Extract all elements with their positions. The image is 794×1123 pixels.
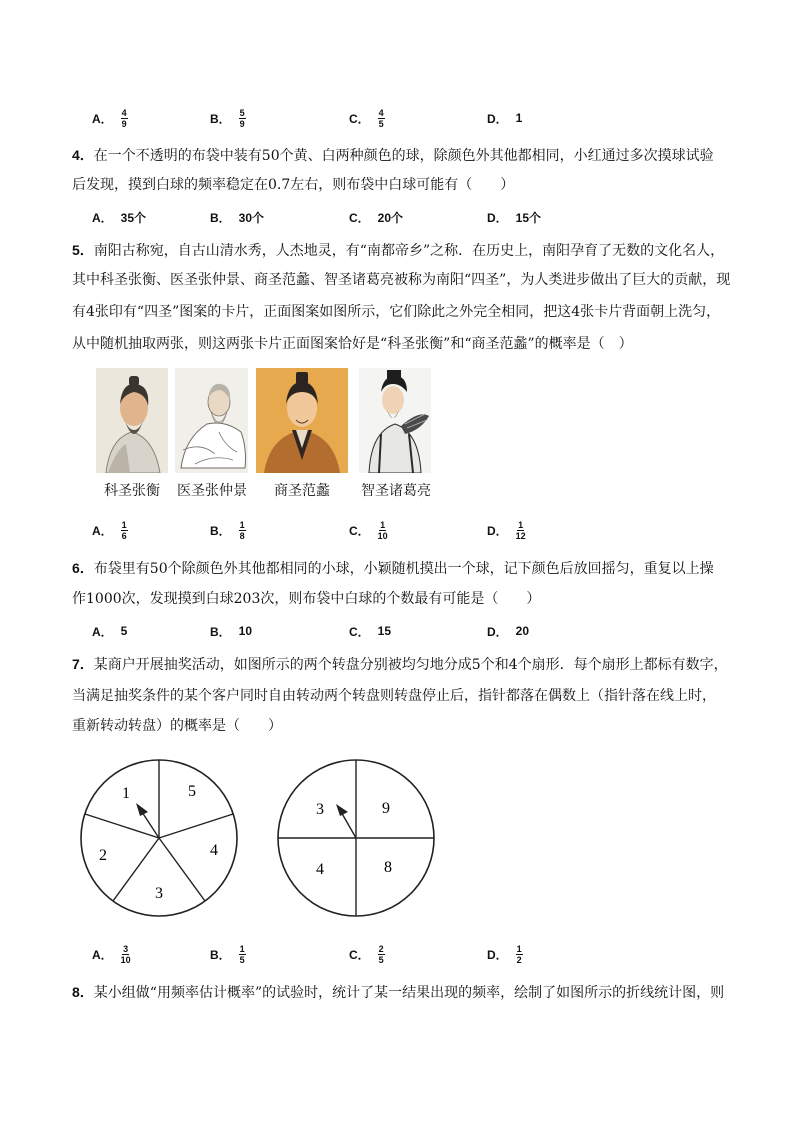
portrait-zhang-heng-image <box>96 368 168 473</box>
q6-options <box>92 619 732 643</box>
spinner1-label-4: 4 <box>210 842 218 859</box>
portrait-zhuge-liang-image <box>359 368 431 473</box>
q6-line-1: 6．布袋里有50个除颜色外其他都相同的小球，小颖随机摸出一个球，记下颜色后放回摇匀，重复以上操 <box>72 560 714 577</box>
spinner1-label-3: 3 <box>155 885 163 902</box>
q7-option-b: B． $\frac{1}{5}$ <box>210 943 245 965</box>
q3-options <box>92 106 732 130</box>
fraction-denominator: 8 <box>239 530 245 541</box>
fraction-denominator: 5 <box>239 954 245 965</box>
fraction-numerator: 1 <box>516 943 522 954</box>
fraction-numerator: 4 <box>378 107 384 118</box>
q5-line-4: 从中随机抽取两张，则这两张卡片正面图案恰好是“科圣张衡”和“商圣范蠡”的概率是（ ） <box>72 336 633 352</box>
fraction-numerator: 1 <box>239 943 245 954</box>
spinner-four-sectors <box>270 752 442 924</box>
question-number: 4． <box>72 147 94 163</box>
fraction-numerator: 1 <box>239 519 245 530</box>
caption-zhang-heng: 科圣张衡 <box>104 483 160 499</box>
q6-option-b: B． 10 <box>210 624 253 639</box>
fraction-denominator: 2 <box>516 954 522 965</box>
q3-option-a: A． $\frac{4}{9}$ <box>92 107 127 129</box>
q7-line-2: 当满足抽奖条件的某个客户同时自由转动两个转盘则转盘停止后，指针都落在偶数上（指针落在线上时， <box>72 688 716 704</box>
q7-option-d: D． $\frac{1}{2}$ <box>487 943 522 965</box>
q3-option-b: B． $\frac{5}{9}$ <box>210 107 245 129</box>
caption-fan-li: 商圣范蠡 <box>274 483 330 499</box>
q7-option-a: A． $\frac{3}{10}$ <box>92 943 131 965</box>
q4-line-1: 4．在一个不透明的布袋中装有50个黄、白两种颜色的球，除颜色外其他都相同，小红通过多次摸球试验 <box>72 147 714 164</box>
fraction-numerator: 3 <box>123 943 129 954</box>
spinner-five-sectors <box>70 752 250 924</box>
spinner2-label-3: 3 <box>316 801 324 818</box>
portrait-zhang-zhongjing-image <box>175 368 248 473</box>
fraction-denominator: 9 <box>121 118 127 129</box>
spinner1-label-1: 1 <box>122 785 130 802</box>
spinner2-label-4: 4 <box>316 861 324 878</box>
fraction-numerator: 5 <box>239 107 245 118</box>
q6-option-a: A． 5 <box>92 624 128 639</box>
question-number: 6． <box>72 560 94 576</box>
caption-zhang-zhongjing: 医圣张仲景 <box>177 483 247 499</box>
q4-options <box>92 205 732 229</box>
q8-line-1: 8．某小组做“用频率估计概率”的试验时，统计了某一结果出现的频率，绘制了如图所示的折线统计图，则 <box>72 984 725 1001</box>
fraction-denominator: 9 <box>239 118 245 129</box>
q7-line-1: 7．某商户开展抽奖活动，如图所示的两个转盘分别被均匀地分成5个和4个扇形．每个扇形上都标有数字， <box>72 656 728 673</box>
q4-option-c: C． 20个 <box>349 210 404 225</box>
portrait-fan-li-image <box>256 368 348 473</box>
fraction-numerator: 1 <box>518 519 524 530</box>
q4-line-2: 后发现，摸到白球的频率稳定在0.7左右，则布袋中白球可能有（ ） <box>72 177 515 193</box>
question-number: 5． <box>72 242 94 258</box>
fraction-denominator: 10 <box>377 530 388 541</box>
fraction-numerator: 4 <box>121 107 127 118</box>
fraction-denominator: 10 <box>120 954 131 965</box>
q5-line-1: 5．南阳古称宛，自古山清水秀，人杰地灵，有“南都帝乡”之称．在历史上，南阳孕育了无数的文化名人， <box>72 242 725 259</box>
fraction-numerator: 1 <box>121 519 127 530</box>
fraction-denominator: 5 <box>378 954 384 965</box>
q5-options <box>92 518 732 542</box>
q4-option-a: A． 35个 <box>92 210 147 225</box>
question-number: 7． <box>72 656 94 672</box>
fraction-numerator: 1 <box>380 519 386 530</box>
caption-zhuge-liang: 智圣诸葛亮 <box>361 483 431 499</box>
q4-option-b: B． 30个 <box>210 210 265 225</box>
q5-line-3: 有4张印有“四圣”图案的卡片，正面图案如图所示，它们除此之外完全相同，把这4张卡片背面朝上洗匀， <box>72 304 721 320</box>
q3-option-c: C． $\frac{4}{5}$ <box>349 107 384 129</box>
q5-option-d: D． $\frac{1}{12}$ <box>487 519 526 541</box>
spinner1-label-2: 2 <box>99 847 107 864</box>
q5-option-a: A． $\frac{1}{6}$ <box>92 519 127 541</box>
q7-options <box>92 942 732 966</box>
q5-option-c: C． $\frac{1}{10}$ <box>349 519 388 541</box>
q5-option-b: B． $\frac{1}{8}$ <box>210 519 245 541</box>
q3-option-d: D． 1 <box>487 111 523 126</box>
q6-option-d: D． 20 <box>487 624 530 639</box>
q5-line-2: 其中科圣张衡、医圣张仲景、商圣范蠡、智圣诸葛亮被称为南阳“四圣”，为人类进步做出了巨大的贡献，现 <box>72 272 731 288</box>
q7-option-c: C． $\frac{2}{5}$ <box>349 943 384 965</box>
q6-line-2: 作1000次，发现摸到白球203次，则布袋中白球的个数最有可能是（ ） <box>72 591 541 607</box>
fraction-numerator: 2 <box>378 943 384 954</box>
q7-line-3: 重新转动转盘）的概率是（ ） <box>72 718 282 734</box>
q6-option-c: C． 15 <box>349 624 392 639</box>
spinner2-label-9: 9 <box>382 800 390 817</box>
fraction-denominator: 6 <box>121 530 127 541</box>
spinner2-label-8: 8 <box>384 859 392 876</box>
fraction-denominator: 5 <box>378 118 384 129</box>
fraction-denominator: 12 <box>515 530 526 541</box>
q4-option-d: D． 15个 <box>487 210 542 225</box>
question-number: 8． <box>72 984 94 1000</box>
spinner1-label-5: 5 <box>188 783 196 800</box>
